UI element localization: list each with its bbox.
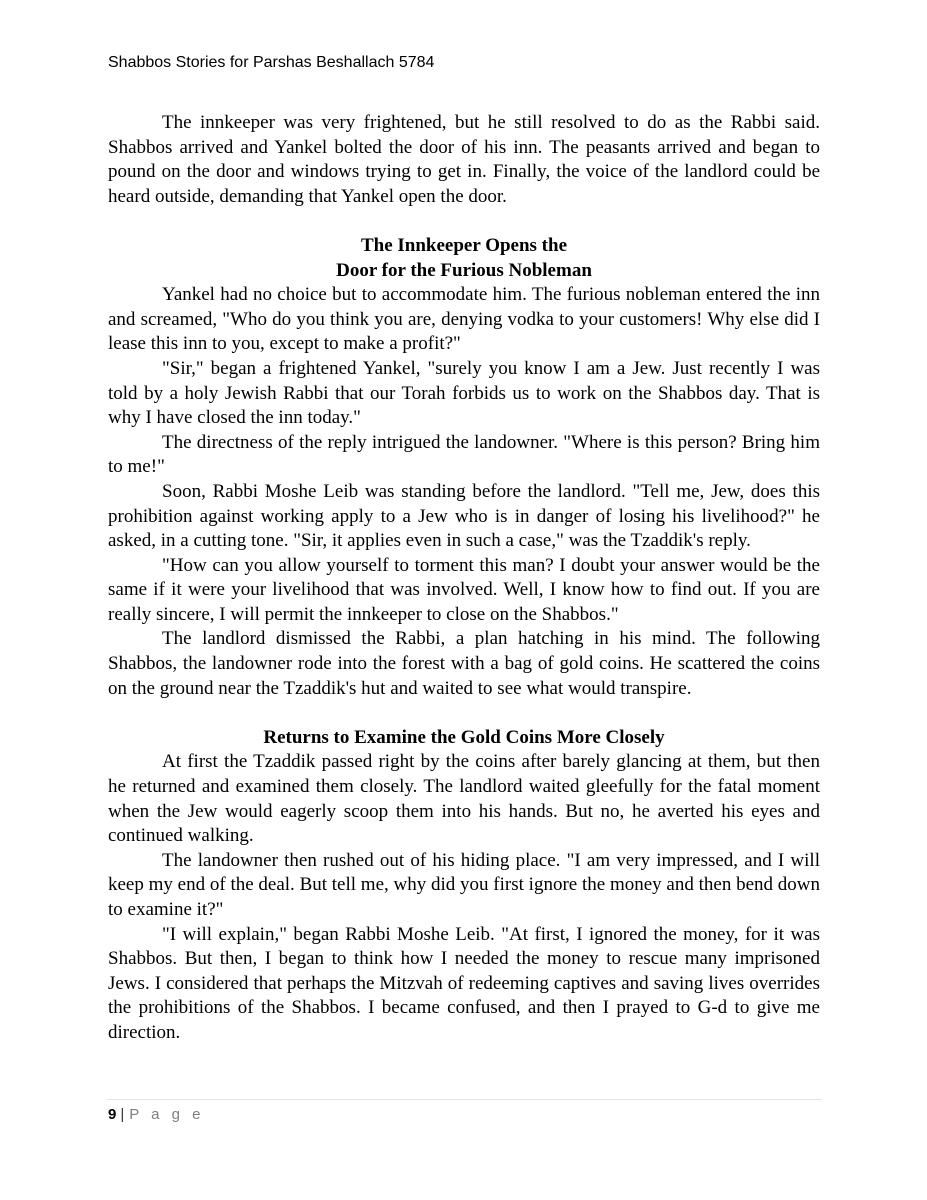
section-heading: The Innkeeper Opens the Door for the Furious Nobleman — [336, 234, 592, 281]
page-label: P a g e — [129, 1106, 205, 1123]
body-paragraph: "How can you allow yourself to torment this man? I doubt your answer would be the same if it were your livelihood that was involved. Well, I know how to find out. If you are really sincere, I will permit the innkeeper to close on the Shabbos." — [108, 554, 820, 625]
footer-separator: | — [120, 1106, 125, 1123]
page-number: 9 — [108, 1106, 117, 1123]
document-body — [108, 111, 820, 1046]
body-paragraph: "Sir," began a frightened Yankel, "surely you know I am a Jew. Just recently I was told by a holy Jewish Rabbi that our Torah forbids us to work on the Shabbos day. That is why I have closed the inn today." — [108, 357, 820, 429]
body-paragraph: Yankel had no choice but to accommodate him. The furious nobleman entered the inn and screamed, "Who do you think you are, denying vodka to your customers! Why else did I lease this inn to you, except to make a profit?" — [108, 284, 820, 355]
body-paragraph: "I will explain," began Rabbi Moshe Leib. "At first, I ignored the money, for it was Shabbos. But then, I began to think how I needed the money to rescue many imprisoned Jews. I considered that perhaps the Mitzvah of redeeming captives and saving lives overrides the prohibitions of the Shabbos. I became confused, and then I prayed to G-d to give me direction. — [108, 923, 820, 1043]
body-paragraph: The landlord dismissed the Rabbi, a plan hatching in his mind. The following Shabbos, the landowner rode into the forest with a bag of gold coins. He scattered the coins on the ground near the Tzaddik's hut and waited to see what would transpire. — [108, 628, 820, 699]
body-paragraph: Soon, Rabbi Moshe Leib was standing before the landlord. "Tell me, Jew, does this prohibition against working apply to a Jew who is in danger of losing his livelihood?" he asked, in a cutting tone. "Sir, it applies even in such a case," was the Tzaddik's reply. — [108, 480, 820, 552]
section-heading: Returns to Examine the Gold Coins More Closely — [263, 726, 665, 748]
body-paragraph: At first the Tzaddik passed right by the coins after barely glancing at them, but then he returned and examined them closely. The landlord waited gleefully for the fatal moment when the Jew would eagerly scoop them into his hands. But no, he averted his eyes and continued walking. — [108, 751, 820, 847]
body-paragraph: The innkeeper was very frightened, but he still resolved to do as the Rabbi said. Shabbos arrived and Yankel bolted the door of his inn. The peasants arrived and began to pound on the door and windows trying to get in. Finally, the voice of the landlord could be heard outside, demanding that Yankel open the door. — [108, 112, 820, 207]
document-header-title: Shabbos Stories for Parshas Beshallach 5784 — [108, 54, 435, 71]
page-footer — [108, 1105, 205, 1125]
body-paragraph: The landowner then rushed out of his hiding place. "I am very impressed, and I will keep my end of the deal. But tell me, why did you first ignore the money and then bend down to examine it?" — [108, 849, 820, 920]
footer-divider — [107, 1099, 822, 1100]
body-paragraph: The directness of the reply intrigued the landowner. "Where is this person? Bring him to me!" — [108, 431, 820, 478]
